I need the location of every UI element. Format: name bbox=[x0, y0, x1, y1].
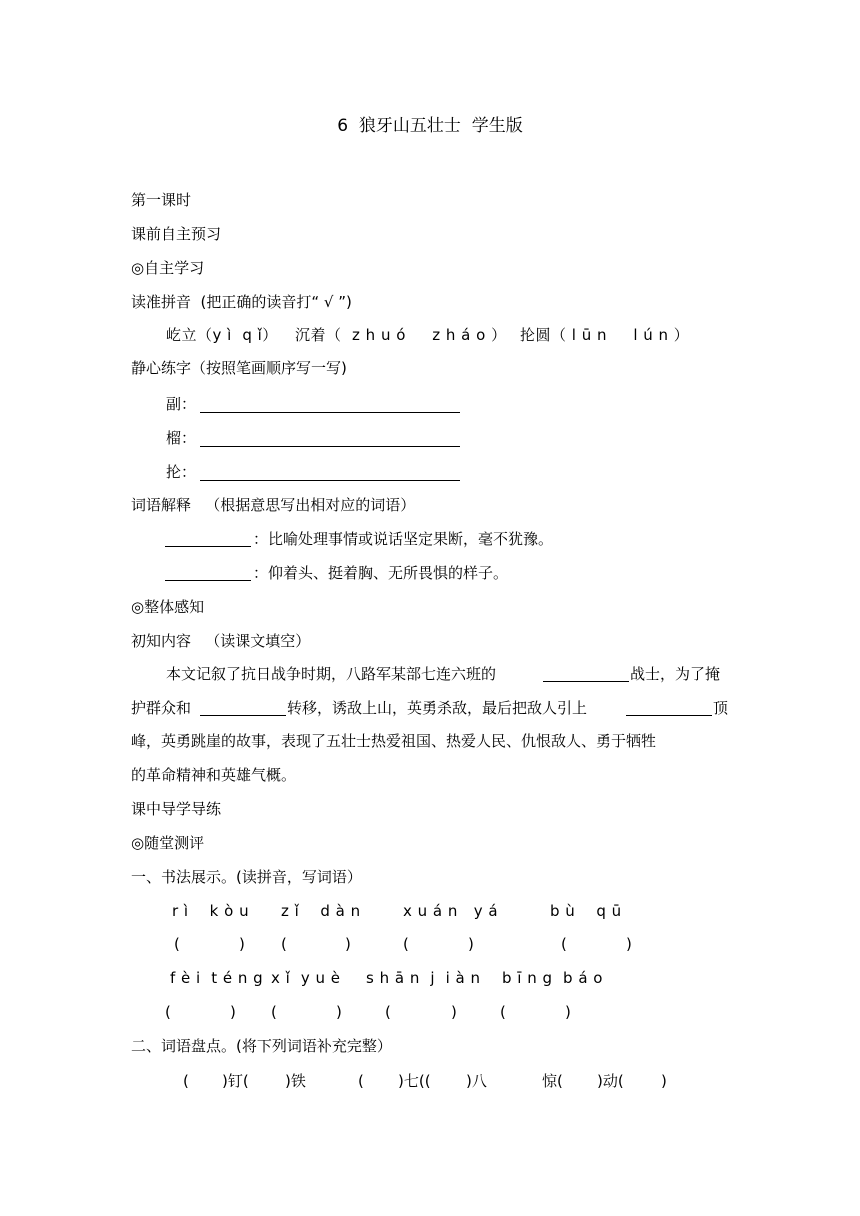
passage-line-2a: 护群众和 bbox=[131, 699, 192, 717]
q1-paren-close: ) bbox=[239, 935, 245, 953]
q1-paren-close: ) bbox=[626, 935, 632, 953]
self-study-heading: ◎自主学习 bbox=[131, 259, 205, 277]
q2-item-3c: ) bbox=[661, 1072, 667, 1090]
q1-paren-open: ( bbox=[385, 1003, 391, 1021]
q1-paren-open: ( bbox=[165, 1003, 171, 1021]
q1-paren-open: ( bbox=[561, 935, 567, 953]
q2-item-1a: ( bbox=[183, 1072, 189, 1090]
passage-blank-2[interactable] bbox=[200, 715, 286, 716]
q1-pinyin-rikou: r ì k ò u bbox=[172, 902, 250, 920]
q1-pinyin-xiyue: x ǐ y u è bbox=[271, 969, 341, 987]
q2-item-2a: ( bbox=[358, 1072, 364, 1090]
passage-blank-1[interactable] bbox=[543, 681, 629, 682]
q1-paren-close: ) bbox=[565, 1003, 571, 1021]
q1-paren-open: ( bbox=[403, 935, 409, 953]
q1-pinyin-xuanya: x u á n y á bbox=[403, 902, 499, 920]
writing-item-lun: 抡： bbox=[166, 463, 197, 481]
passage-line-4: 的革命精神和英雄气概。 bbox=[131, 766, 297, 784]
pinyin-item-lunyuan: 抡圆（ l ū n l ú n ） bbox=[520, 326, 690, 344]
lesson-label: 第一课时 bbox=[131, 191, 192, 209]
q1-paren-close: ) bbox=[345, 935, 351, 953]
vocab-blank-1[interactable] bbox=[165, 546, 251, 547]
q2-item-1b: )钉( bbox=[222, 1072, 249, 1090]
writing-task: 静心练字（按照笔画顺序写一写) bbox=[131, 359, 347, 377]
q1-pinyin-buqu: b ù q ū bbox=[550, 902, 622, 920]
q1-paren-open: ( bbox=[271, 1003, 277, 1021]
inclass-heading: 课中导学导练 bbox=[131, 800, 222, 818]
q2-item-1c: )铁 bbox=[285, 1072, 306, 1090]
vocab-task: 词语解释 （根据意思写出相对应的词语） bbox=[131, 496, 416, 514]
writing-item-liu: 榴： bbox=[166, 429, 197, 447]
q2-item-3b: )动( bbox=[597, 1072, 624, 1090]
q1-paren-open: ( bbox=[500, 1003, 506, 1021]
q2-item-2c: )八 bbox=[466, 1072, 487, 1090]
q1-paren-close: ) bbox=[336, 1003, 342, 1021]
passage-line-1a: 本文记叙了抗日战争时期，八路军某部七连六班的 bbox=[166, 665, 497, 683]
q1-pinyin-shanjian: s h ā n j i à n bbox=[366, 969, 481, 987]
vocab-definition-2: ：仰着头、挺着胸、无所畏惧的样子。 bbox=[253, 564, 509, 582]
writing-item-fu: 副： bbox=[166, 395, 197, 413]
q1-label: 一、书法展示。(读拼音，写词语） bbox=[131, 868, 362, 886]
page-title: 6 狼牙山五壮士 学生版 bbox=[337, 116, 523, 136]
q1-paren-open: ( bbox=[174, 935, 180, 953]
q1-paren-close: ) bbox=[230, 1003, 236, 1021]
test-heading: ◎随堂测评 bbox=[131, 834, 205, 852]
vocab-definition-1: ：比喻处理事情或说话坚定果断，毫不犹豫。 bbox=[253, 530, 554, 548]
q2-label: 二、词语盘点。(将下列词语补充完整） bbox=[131, 1037, 392, 1055]
q1-pinyin-zidan: z ǐ d à n bbox=[281, 902, 361, 920]
q2-item-2b: )七(( bbox=[398, 1072, 431, 1090]
passage-line-2b: 转移，诱敌上山，英勇杀敌，最后把敌人引上 bbox=[287, 699, 588, 717]
vocab-blank-2[interactable] bbox=[165, 580, 251, 581]
preview-heading: 课前自主预习 bbox=[131, 225, 222, 243]
passage-line-1b: 战士，为了掩 bbox=[630, 665, 721, 683]
pinyin-item-chenzhuo: 沉着（ z h u ó z h á o ） bbox=[295, 326, 507, 344]
pinyin-item-yili: 屹立（y ì q ǐ） bbox=[166, 326, 278, 344]
passage-line-3: 峰，英勇跳崖的故事，表现了五壮士热爱祖国、热爱人民、仇恨敌人、勇于牺牲 bbox=[131, 732, 657, 750]
q1-paren-close: ) bbox=[451, 1003, 457, 1021]
content-task: 初知内容 （读课文填空） bbox=[131, 632, 311, 650]
writing-blank-fu[interactable] bbox=[200, 412, 460, 413]
passage-blank-3[interactable] bbox=[626, 715, 712, 716]
q1-paren-close: ) bbox=[468, 935, 474, 953]
q1-pinyin-bingbao: b ī n g b á o bbox=[502, 969, 603, 987]
q1-pinyin-feiteng: f è i t é n g bbox=[170, 969, 264, 987]
passage-line-2c: 顶 bbox=[713, 699, 729, 717]
pinyin-task: 读准拼音 (把正确的读音打“ √ ”) bbox=[131, 293, 352, 311]
writing-blank-lun[interactable] bbox=[200, 480, 460, 481]
writing-blank-liu[interactable] bbox=[200, 446, 460, 447]
overall-heading: ◎整体感知 bbox=[131, 598, 205, 616]
q2-item-3a: 惊( bbox=[542, 1072, 563, 1090]
q1-paren-open: ( bbox=[281, 935, 287, 953]
